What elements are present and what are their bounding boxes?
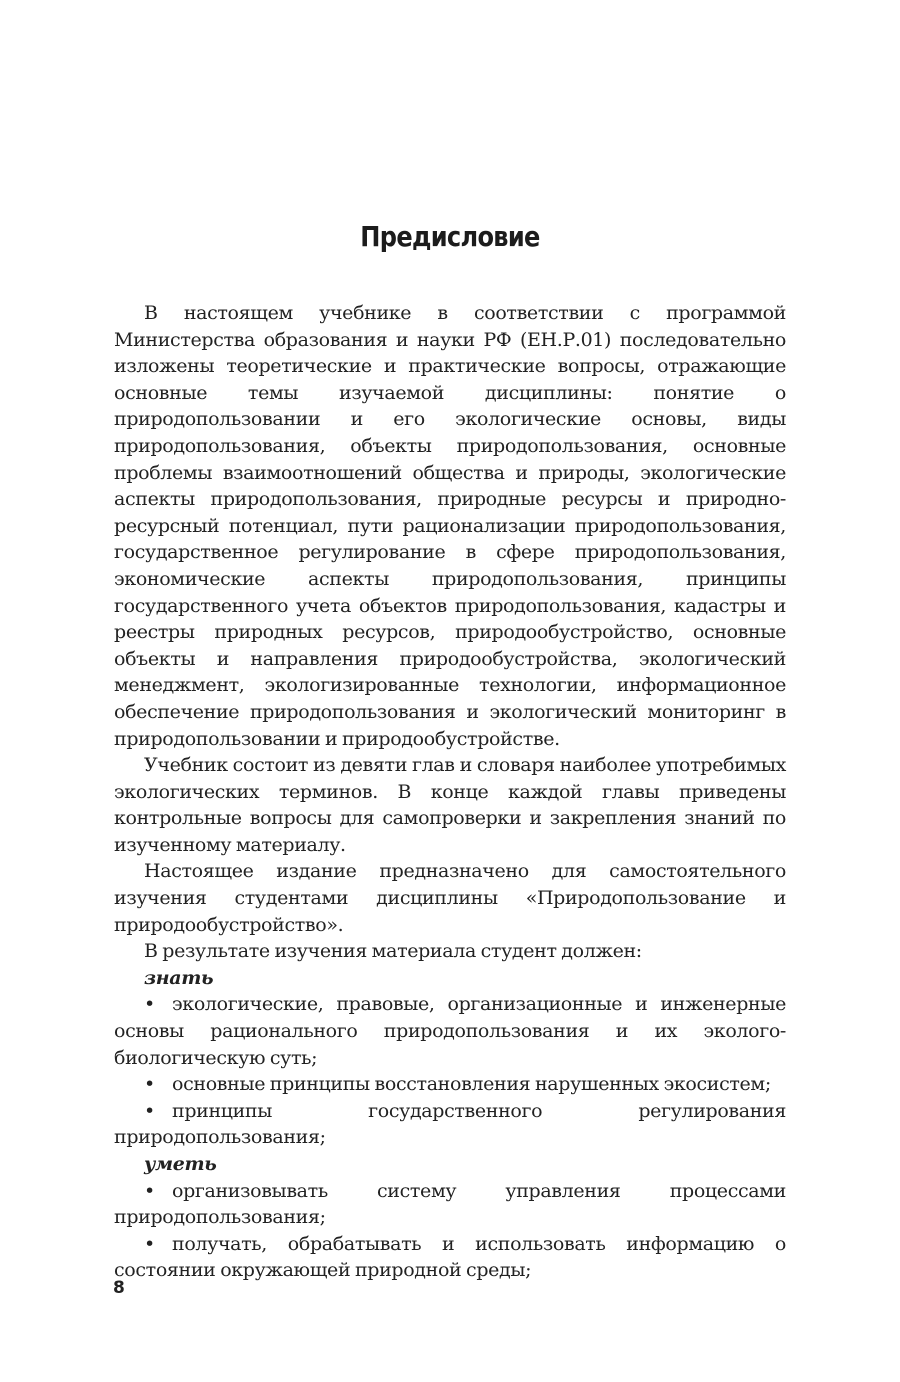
- paragraph-structure: Учебник состоит из девяти глав и словаря наиболее употребимых экологических терминов. В конце каждой главы приведены контрольные вопросы для самопроверки и закрепления знаний по изученному материалу.: [114, 754, 786, 856]
- list-item-text: организовывать систему управления процессами природопользования;: [114, 1179, 786, 1229]
- paragraph-outcomes: В результате изучения материала студент должен:: [144, 940, 642, 963]
- list-item: [114, 1178, 786, 1231]
- can-label: уметь: [144, 1153, 217, 1175]
- list-item-text: основные принципы восстановления нарушенных экосистем;: [172, 1073, 771, 1096]
- bullet-icon: •: [144, 1179, 155, 1202]
- list-item: [114, 1098, 786, 1151]
- list-item: [114, 991, 786, 1071]
- body-text: [114, 300, 786, 1284]
- bullet-icon: •: [144, 1099, 155, 1122]
- bullet-icon: •: [144, 1073, 155, 1096]
- list-item-text: получать, обрабатывать и использовать информацию о состоянии окружающей природной среды;: [114, 1232, 786, 1282]
- page-title: Предисловие: [360, 220, 540, 253]
- know-label: знать: [144, 966, 214, 989]
- list-item-text: принципы государственного регулирования природопользования;: [114, 1099, 786, 1149]
- paragraph-purpose: Настоящее издание предназначено для самостоятельного изучения студентами дисциплины «Природопользование и природообустройство».: [114, 860, 786, 936]
- list-item: [114, 1071, 786, 1098]
- bullet-icon: •: [144, 993, 155, 1016]
- list-item-text: экологические, правовые, организационные и инженерные основы рационального природопользования и их эколого-биологическую суть;: [114, 993, 786, 1069]
- list-item: [114, 1231, 786, 1284]
- bullet-icon: •: [144, 1232, 155, 1255]
- paragraph-intro: В настоящем учебнике в соответствии с программой Министерства образования и науки РФ (ЕН.Р.01) последовательно изложены теоретические и практические вопросы, отражающие основные темы изучаемой дисциплины: понятие о природопользовании и его экологические основы, виды природопользования, объекты природопользования, основные проблемы взаимоотношений общества и природы, экологические аспекты природопользования, природные ресурсы и природно-ресурсный потенциал, пути рационализации природопользования, государственное регулирование в сфере природопользования, экономические аспекты природопользования, принципы государственного учета объектов природопользования, кадастры и реестры природных ресурсов, природообустройство, основные объекты и направления природообустройства, экологический менеджмент, экологизированные технологии, информационное обеспечение природопользования и экологический мониторинг в природопользовании и природообустройстве.: [114, 302, 786, 750]
- page-number: 8: [113, 1278, 125, 1298]
